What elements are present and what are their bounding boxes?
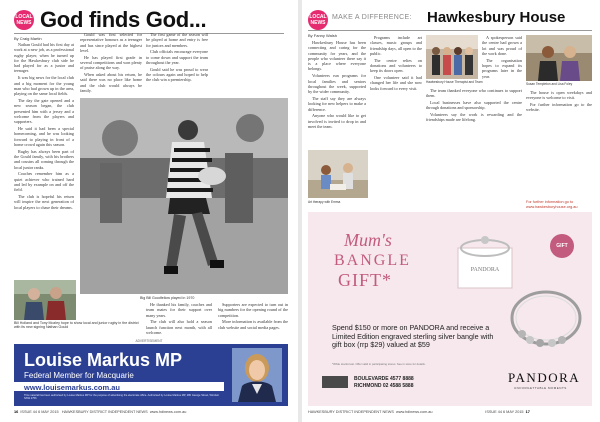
paragraph: The club will also hold a season launch function next month, with all welcome. bbox=[146, 319, 212, 335]
article-column-1 bbox=[14, 42, 74, 277]
paragraph: Local businesses have also supported the centre through donations and sponsorship. bbox=[426, 100, 522, 111]
paragraph: Volunteers say the work is rewarding and the friendships made are lifelong. bbox=[426, 112, 522, 123]
article-column-3 bbox=[146, 32, 208, 97]
paragraph: Gould was first selected for representative honours as a teenager and has since played at the highest level. bbox=[80, 32, 142, 53]
info-note: For further information go to www.hawkesburyhouse.org.au bbox=[526, 200, 578, 209]
rugby-player-photo bbox=[80, 98, 288, 294]
mall-logo bbox=[322, 376, 348, 388]
ad-label: ADVERTISEMENT bbox=[135, 339, 163, 343]
article-column-4-bottom bbox=[218, 302, 288, 342]
badge-text: LOCAL NEWS bbox=[15, 14, 33, 26]
paragraph: One volunteer said it had changed her life and she now looks forward to every visit. bbox=[370, 75, 422, 91]
article-column-5 bbox=[526, 90, 592, 180]
paragraph: Club officials encourage everyone to come down and support the team throughout the year. bbox=[146, 49, 208, 65]
paragraph: Nathan Gould had his first day at work at a new job, as a professional rugby player, when he turned up for the Hawkesbury club side he had played for as a junior and teenager. bbox=[14, 42, 74, 74]
paragraph: Supporters are expected to turn out in big numbers for the opening round of the competition. bbox=[218, 302, 288, 318]
paragraph: The day the gate opened and a new season began, the club presented him with a jersey and a welcome from the players and supporters. bbox=[14, 97, 74, 125]
ad-web-link[interactable]: www.louisemarkus.com.au bbox=[24, 382, 121, 392]
byline: By Fanny Walsh bbox=[308, 33, 337, 38]
ad-title-line-3: GIFT* bbox=[338, 270, 392, 290]
paragraph: For further information go to the website. bbox=[526, 102, 592, 113]
article-column-4 bbox=[426, 88, 522, 144]
paragraph: The organisation hopes to expand its programs later in the year. bbox=[482, 57, 522, 79]
article-column-2 bbox=[370, 35, 422, 95]
paragraph: He said it had been a special homecoming, and he was looking forward to playing in front of a home crowd again this season. bbox=[14, 125, 74, 147]
headline: God finds God... bbox=[40, 7, 207, 32]
store-1: BOULEVARDE 4577 8888 bbox=[354, 376, 414, 382]
pandora-tagline: UNFORGETTABLE MOMENTS bbox=[514, 386, 567, 390]
kicker: MAKE A DIFFERENCE: bbox=[332, 14, 412, 21]
louise-markus-ad[interactable] bbox=[14, 344, 288, 406]
ad-web-strip bbox=[14, 382, 224, 391]
team-photo bbox=[426, 35, 478, 79]
pandora-ad[interactable] bbox=[308, 212, 592, 406]
paper-name: HAWKESBURY DISTRICT INDEPENDENT NEWS bbox=[308, 410, 394, 414]
bangle-bracelet bbox=[504, 282, 588, 352]
right-page bbox=[302, 0, 600, 422]
issue-date: ISSUE 44 6 MAY 2015 bbox=[485, 410, 524, 414]
paragraph: Hawkesbury House has been connecting and caring for the community for years, and the people who volunteer there say it is a place where everyone belongs. bbox=[308, 40, 366, 72]
main-photo-caption: Big Bill Goodfellow played in 1970 bbox=[140, 296, 195, 300]
paragraph: Programs include art classes, music groups and friendship days, all open to the public. bbox=[370, 35, 422, 56]
article-column-3-bottom bbox=[146, 302, 212, 342]
susan-templeton-photo bbox=[526, 35, 592, 81]
paragraph: It was big news for the local club and a big moment for the young man who had grown up in the area, playing on the same local fields. bbox=[14, 75, 74, 97]
art-therapy-photo bbox=[308, 150, 368, 198]
paragraph: Gould said he was proud to wear the colours again and hoped to help the club win a premiership. bbox=[146, 66, 208, 83]
paragraph: The club is hopeful his return will inspire the next generation of local players to chase their dreams. bbox=[14, 194, 74, 210]
susan-templeton-caption: Susan Templeton and Lisa Foley bbox=[526, 82, 573, 86]
paragraph: Anyone who would like to get involved is invited to drop in and meet the team. bbox=[308, 113, 366, 129]
ad-offer: Spend $150 or more on PANDORA and receive a Limited Edition engraved sterling silver bangle with gift box (rrp $29) valued at $59 bbox=[332, 323, 494, 350]
ad-name: Louise Markus MP bbox=[24, 350, 183, 370]
team-photo-caption: Hawkesbury House Therapist and Team bbox=[426, 80, 483, 84]
svg-text:PANDORA: PANDORA bbox=[470, 267, 500, 273]
byline: By Craig Martin bbox=[14, 36, 42, 41]
ad-title-line-1: Mum's bbox=[344, 230, 392, 250]
headline-rule bbox=[308, 30, 592, 31]
paragraph: The staff say they are always looking for new helpers to make a difference. bbox=[308, 95, 366, 112]
page-number: 17 bbox=[525, 410, 530, 414]
article-column-3 bbox=[482, 35, 522, 90]
article-column-2 bbox=[80, 32, 142, 97]
inset-photo bbox=[14, 280, 76, 320]
paragraph: The team thanked everyone who continues to support them. bbox=[426, 88, 522, 99]
paper-name: HAWKESBURY DISTRICT INDEPENDENT NEWS bbox=[61, 410, 148, 414]
ad-portrait bbox=[232, 348, 282, 402]
ad-title-line-2: BANGLE bbox=[334, 252, 411, 269]
paragraph: The first game of the season will be played at home and entry is free for juniors and members. bbox=[146, 32, 208, 48]
local-news-badge bbox=[308, 10, 328, 30]
paragraph: Rugby has always been part of the Gould family, with his brothers and cousins all coming through the local junior ranks. bbox=[14, 148, 74, 170]
paragraph: The centre relies on donations and volunteers to keep its doors open. bbox=[370, 57, 422, 74]
ad-terms: *While stocks last. Offer valid in participating stores. See in store for details. bbox=[332, 362, 426, 366]
headline: Hawkesbury House bbox=[427, 9, 566, 26]
paragraph: The house is open weekdays and everyone is welcome to visit. bbox=[526, 90, 592, 101]
right-folio bbox=[308, 410, 530, 414]
issue-date: ISSUE 44 6 MAY 2015 bbox=[20, 410, 59, 414]
art-therapy-caption: Art therapy with Emma bbox=[308, 200, 341, 204]
paper-website[interactable]: www.hdinews.com.au bbox=[149, 410, 187, 414]
badge-text: LOCAL NEWS bbox=[309, 14, 327, 26]
page-number: 16 bbox=[14, 410, 19, 414]
paragraph: He thanked his family, coaches and team mates for their support over many years. bbox=[146, 302, 212, 318]
ad-title: Federal Member for Macquarie bbox=[24, 371, 134, 380]
paper-website[interactable]: www.hdinews.com.au bbox=[396, 410, 433, 414]
paragraph: He has played first grade in several competitions and won plenty of praise along the way. bbox=[80, 54, 142, 71]
ad-small-print: This material has been authorised by Louise Markus MP for the purpose of advertising the electorate office. Authorised by Louise Markus MP, 280 George Street, Windsor NSW 2756 bbox=[24, 394, 220, 401]
paragraph: When asked about his return, he said there was no place like home and the club would always be family. bbox=[80, 72, 142, 93]
paragraph: A spokesperson said the centre had grown a lot and was proud of the work done. bbox=[482, 35, 522, 56]
gift-sticker: GIFT bbox=[550, 234, 574, 258]
local-news-badge bbox=[14, 10, 34, 30]
pandora-logo: PANDORA bbox=[508, 370, 581, 385]
paragraph: Coaches remember him as a quiet achiever who trained hard and led by example on and off the field. bbox=[14, 171, 74, 193]
store-2: RICHMOND 02 4588 5888 bbox=[354, 383, 414, 389]
paragraph: Volunteers run programs for local families and seniors throughout the week, supported by the wider community. bbox=[308, 73, 366, 95]
paragraph: More information is available from the club website and social media pages. bbox=[218, 319, 288, 330]
left-page bbox=[0, 0, 298, 422]
left-folio bbox=[14, 410, 186, 414]
inset-photo-caption: Bill Holland and Tony Mozley hope to show local and junior rugby in the district with its new signing Nathan Gould bbox=[14, 321, 139, 330]
